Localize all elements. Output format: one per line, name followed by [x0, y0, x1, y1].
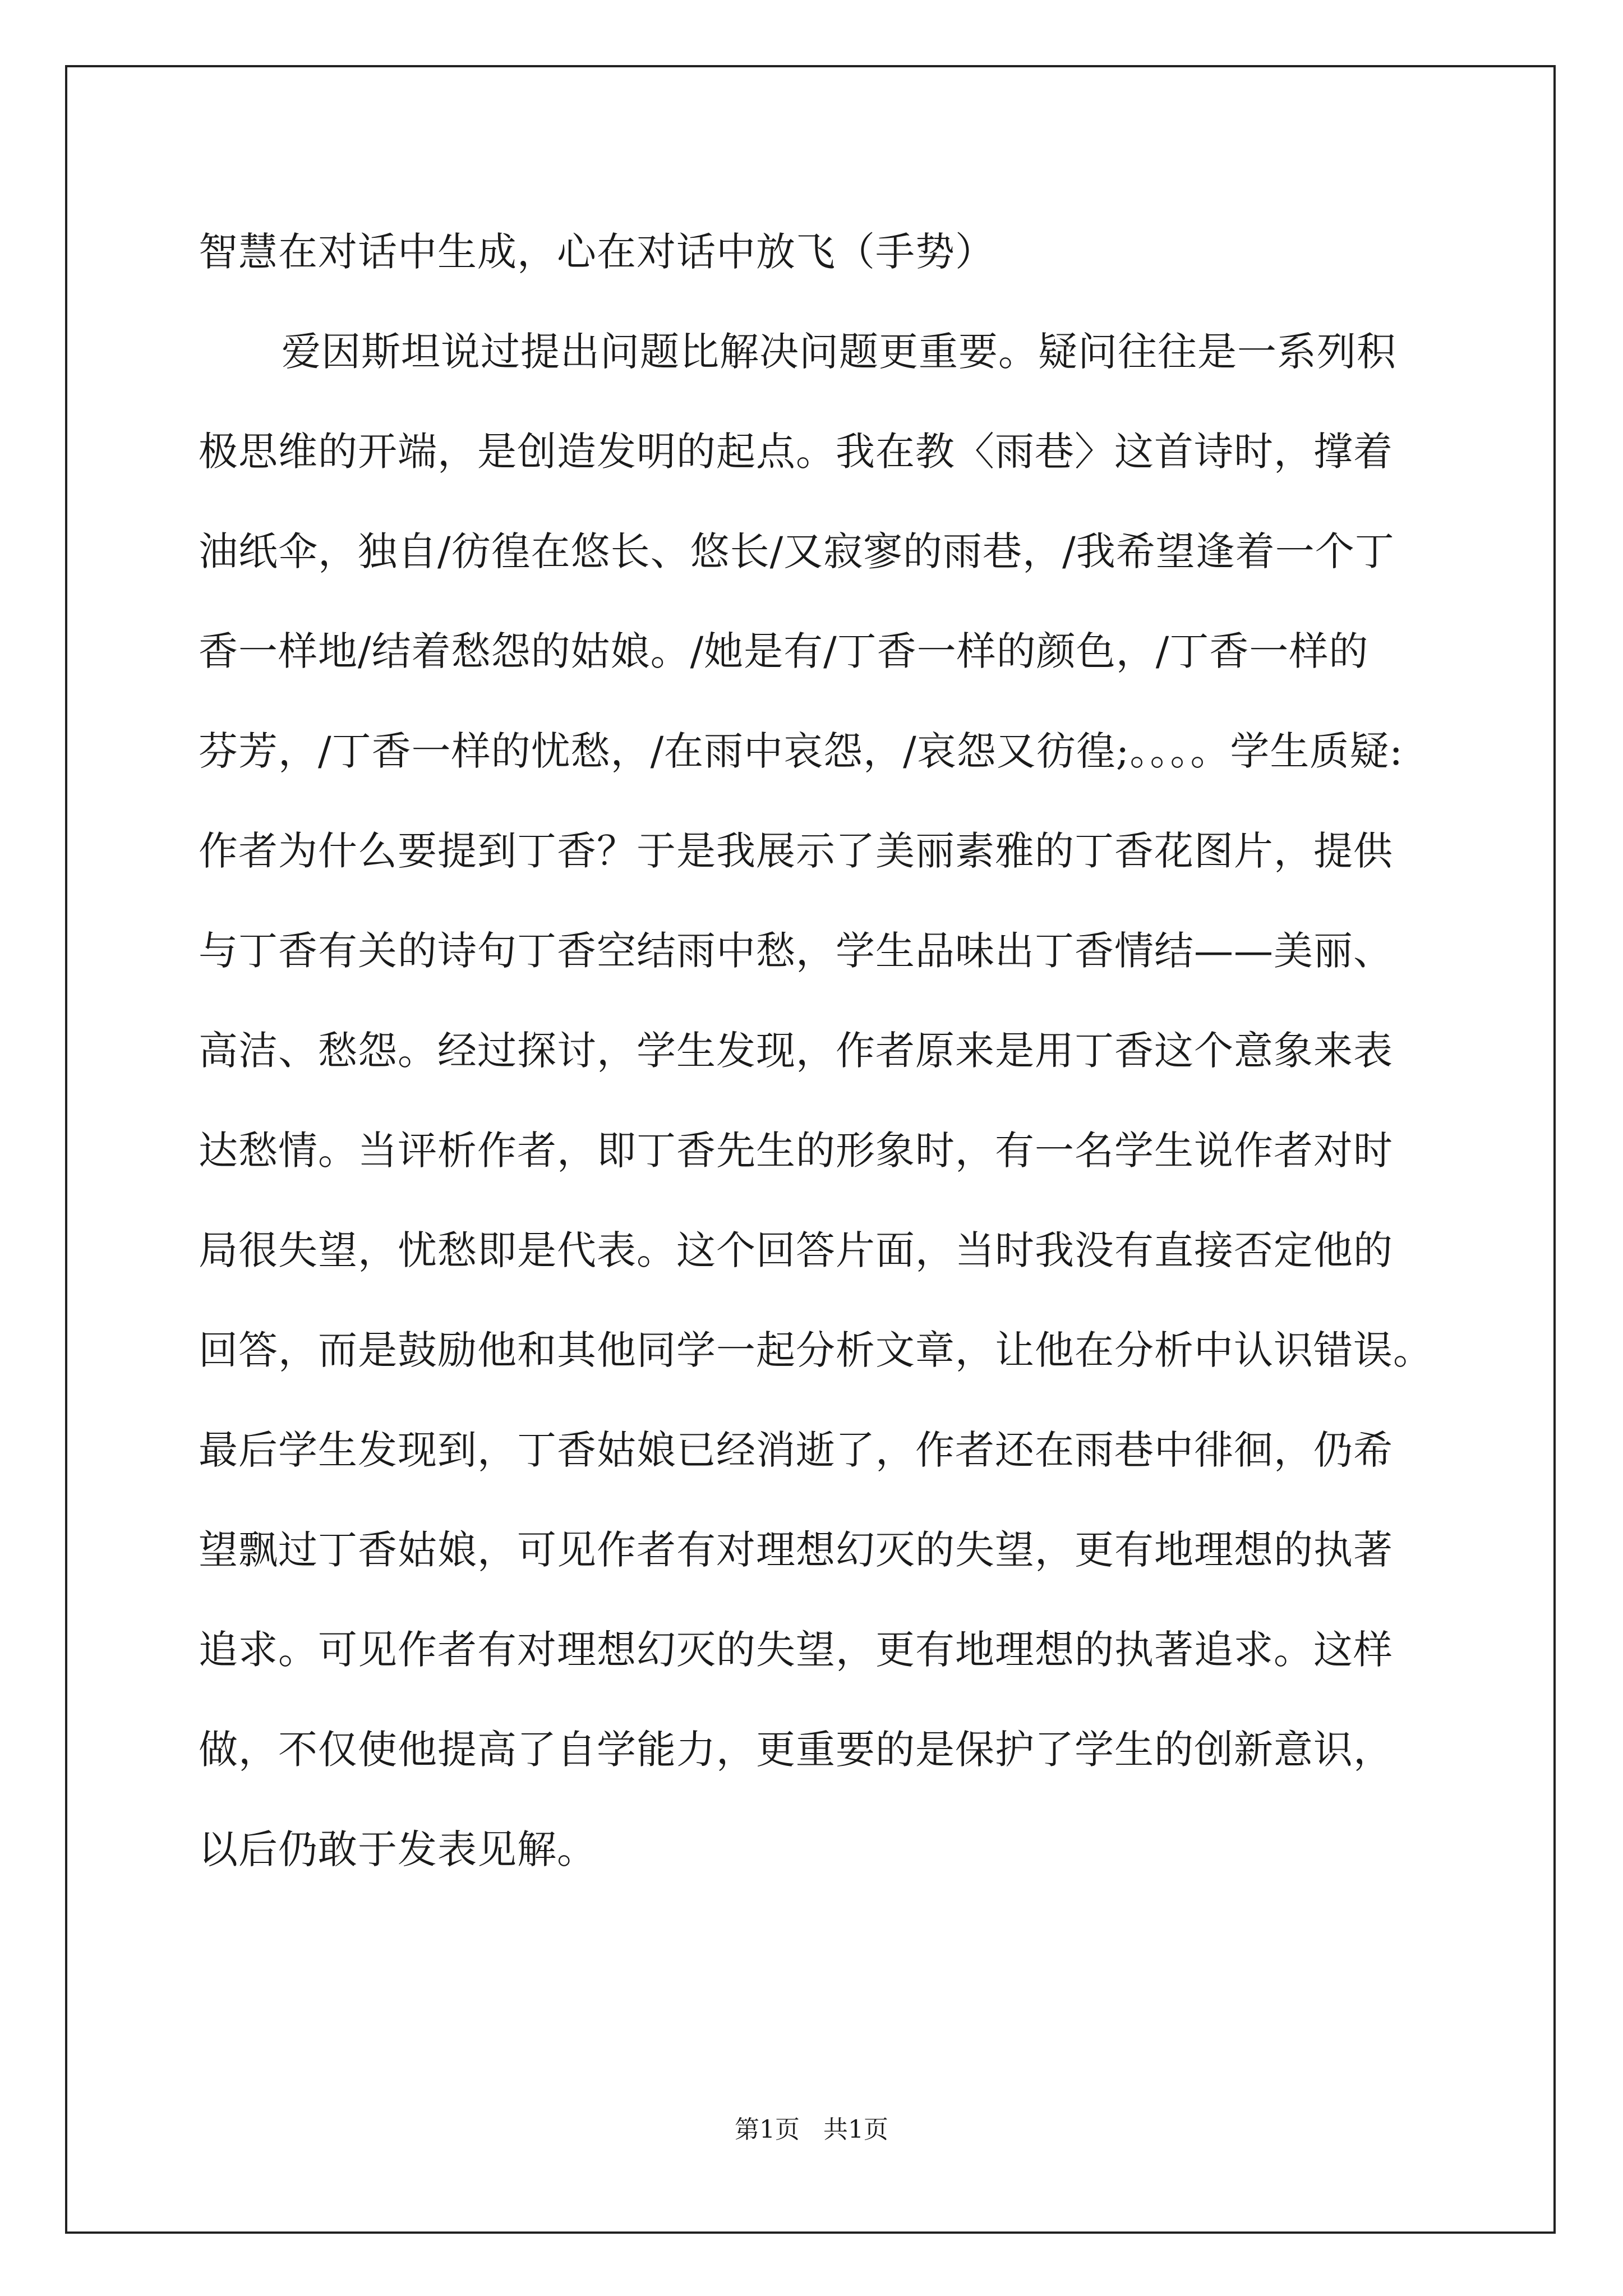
text-line-6: 芬芳，/丁香一样的忧愁，/在雨中哀怨，/哀怨又彷徨;。。。。学生质疑: [199, 728, 1403, 774]
text-line-10: 达愁情。当评析作者，即丁香先生的形象时，有一名学生说作者对时 [199, 1128, 1393, 1174]
text-line-7: 作者为什么要提到丁香？于是我展示了美丽素雅的丁香花图片，提供 [199, 828, 1393, 874]
text-line-12: 回答，而是鼓励他和其他同学一起分析文章，让他在分析中认识错误。 [199, 1327, 1433, 1373]
text-line-17: 以后仍敢于发表见解。 [199, 1826, 597, 1872]
text-line-3: 极思维的开端，是创造发明的起点。我在教〈雨巷〉这首诗时，撑着 [199, 429, 1393, 475]
text-line-16: 做，不仅使他提高了自学能力，更重要的是保护了学生的创新意识， [199, 1727, 1393, 1773]
document-body [199, 202, 1438, 1899]
text-line-1: 智慧在对话中生成，心在对话中放飞（手势） [199, 229, 995, 275]
text-line-2: 爱因斯坦说过提出问题比解决问题更重要。疑问往往是一系列积 [282, 329, 1396, 375]
text-line-14: 望飘过丁香姑娘，可见作者有对理想幻灭的失望，更有地理想的执著 [199, 1527, 1393, 1573]
text-line-11: 局很失望，忧愁即是代表。这个回答片面，当时我没有直接否定他的 [199, 1227, 1393, 1273]
text-line-9: 高洁、愁怨。经过探讨，学生发现，作者原来是用丁香这个意象来表 [199, 1028, 1393, 1074]
text-line-5: 香一样地/结着愁怨的姑娘。/她是有/丁香一样的颜色，/丁香一样的 [199, 628, 1369, 674]
text-line-4: 油纸伞，独自/彷徨在悠长、悠长/又寂寥的雨巷，/我希望逢着一个丁 [199, 528, 1395, 574]
text-line-8: 与丁香有关的诗句丁香空结雨中愁，学生品味出丁香情结——美丽、 [199, 928, 1393, 974]
text-line-13: 最后学生发现到，丁香姑娘已经消逝了，作者还在雨巷中徘徊，仍希 [199, 1427, 1393, 1473]
page-number-footer: 第1页 共1页 [735, 2115, 888, 2144]
text-line-15: 追求。可见作者有对理想幻灭的失望，更有地理想的执著追求。这样 [199, 1627, 1393, 1673]
